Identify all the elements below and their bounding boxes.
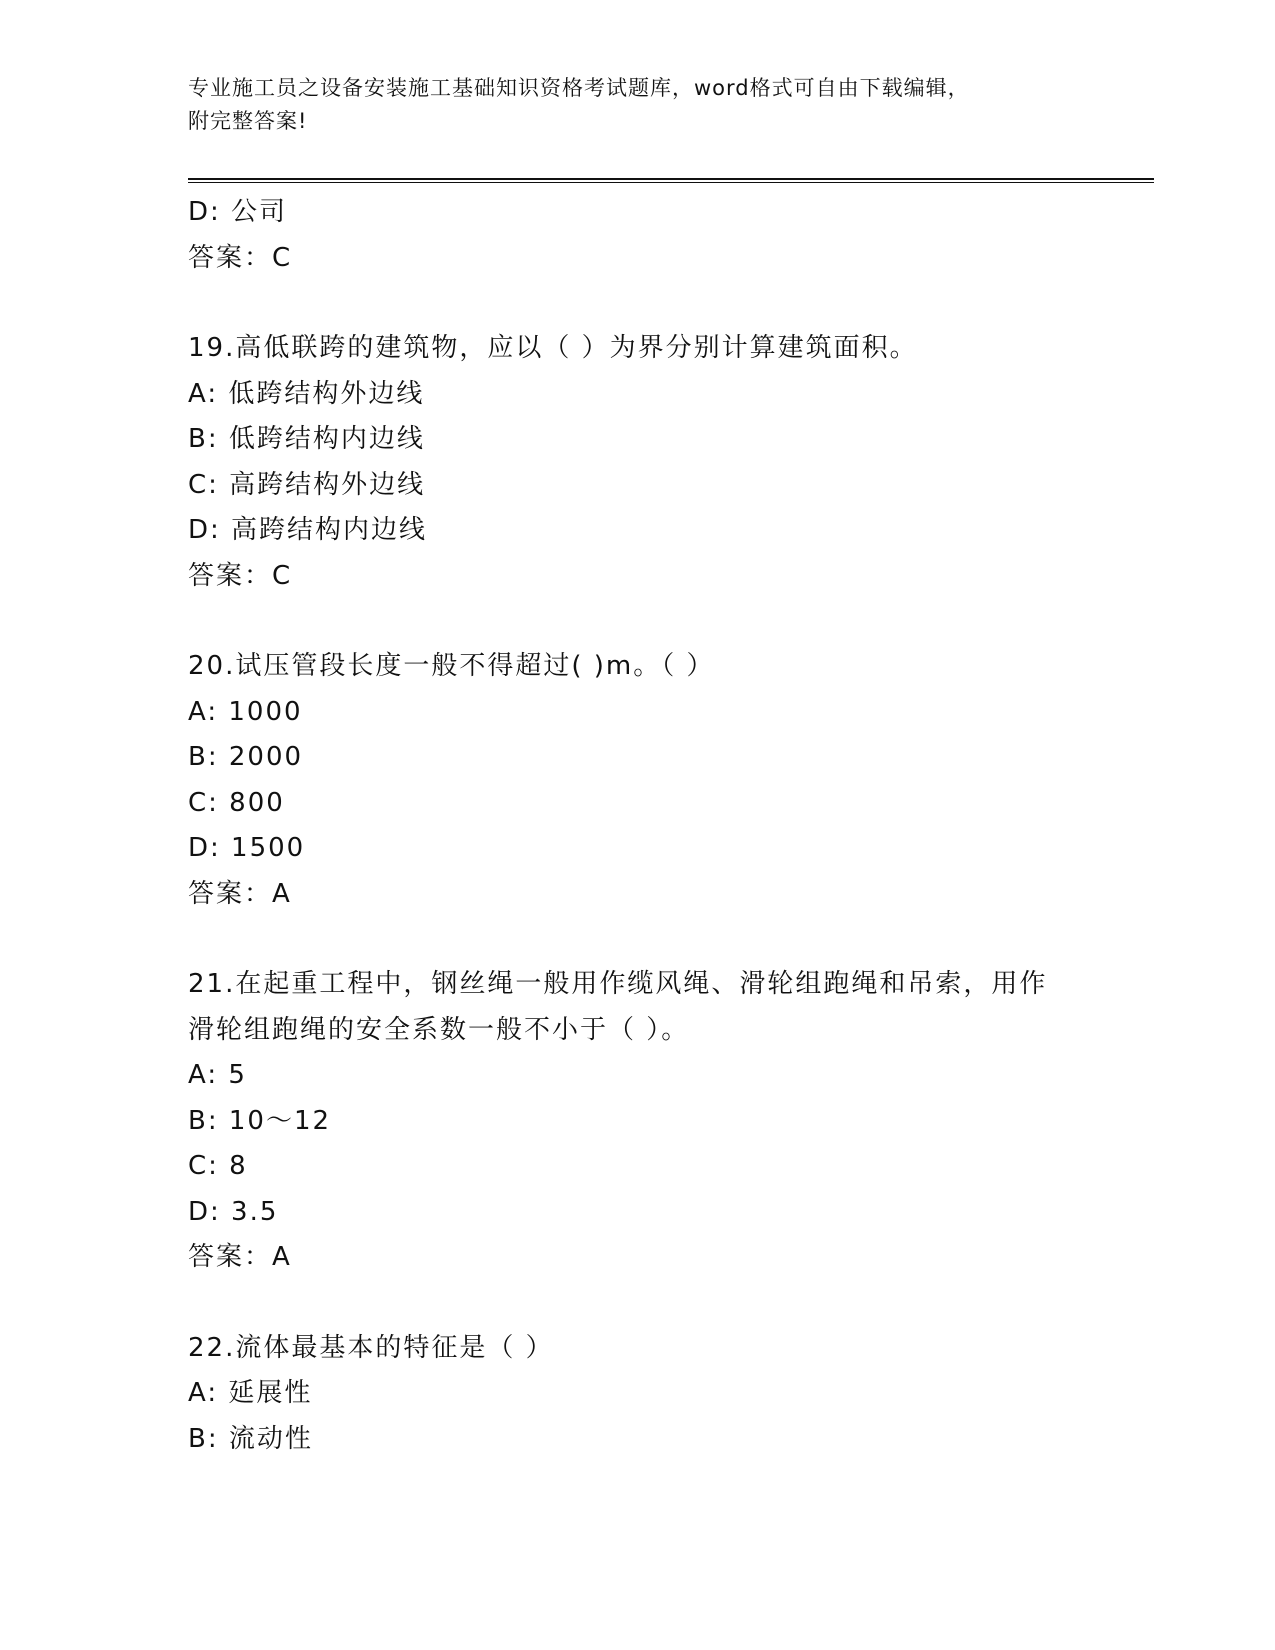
- header-divider-thick: [188, 178, 1154, 180]
- option-c: C: 高跨结构外边线: [188, 469, 426, 500]
- question-stem: 22.流体最基本的特征是（ ）: [188, 1332, 554, 1363]
- option-a: A: 1000: [188, 696, 303, 727]
- option-c: C: 800: [188, 787, 285, 818]
- header-title-line-2: 附完整答案!: [188, 109, 308, 133]
- header-title-line-1: 专业施工员之设备安装施工基础知识资格考试题库，word格式可自由下载编辑，: [188, 76, 970, 100]
- question-stem-line-1: 21.在起重工程中，钢丝绳一般用作缆风绳、滑轮组跑绳和吊索，用作: [188, 969, 1048, 999]
- question-22: [188, 1326, 1154, 1463]
- answer-line: 答案：C: [188, 242, 293, 273]
- option-d: D: 1500: [188, 833, 306, 863]
- option-b: B: 低跨结构内边线: [188, 424, 425, 454]
- question-list: [188, 190, 1154, 1462]
- question-21: [188, 962, 1154, 1281]
- answer-line: 答案：A: [188, 1242, 292, 1272]
- option-d: D: 高跨结构内边线: [188, 515, 428, 545]
- spacer: [188, 599, 1154, 644]
- option-a: A: 延展性: [188, 1378, 313, 1408]
- option-a: A: 5: [188, 1060, 247, 1090]
- option-b: B: 2000: [188, 742, 304, 772]
- option-c: C: 8: [188, 1151, 248, 1181]
- question-stem: 20.试压管段长度一般不得超过( )m。（ ）: [188, 651, 715, 681]
- option-a: A: 低跨结构外边线: [188, 378, 425, 409]
- previous-question-tail: [188, 190, 1154, 281]
- answer-line: 答案：A: [188, 878, 292, 909]
- option-d: D: 3.5: [188, 1196, 279, 1227]
- question-19: [188, 326, 1154, 599]
- option-d: D: 公司: [188, 197, 288, 227]
- spacer: [188, 917, 1154, 962]
- document-header: [188, 72, 1088, 138]
- spacer: [188, 281, 1154, 326]
- question-stem-line-2: 滑轮组跑绳的安全系数一般不小于（ ）。: [188, 1014, 690, 1045]
- option-b: B: 流动性: [188, 1423, 313, 1454]
- option-b: B: 10～12: [188, 1105, 332, 1136]
- question-20: [188, 644, 1154, 917]
- answer-line: 答案：C: [188, 560, 293, 591]
- spacer: [188, 1281, 1154, 1326]
- header-divider-thin: [188, 182, 1154, 183]
- question-stem: 19.高低联跨的建筑物，应以（ ）为界分别计算建筑面积。: [188, 333, 918, 363]
